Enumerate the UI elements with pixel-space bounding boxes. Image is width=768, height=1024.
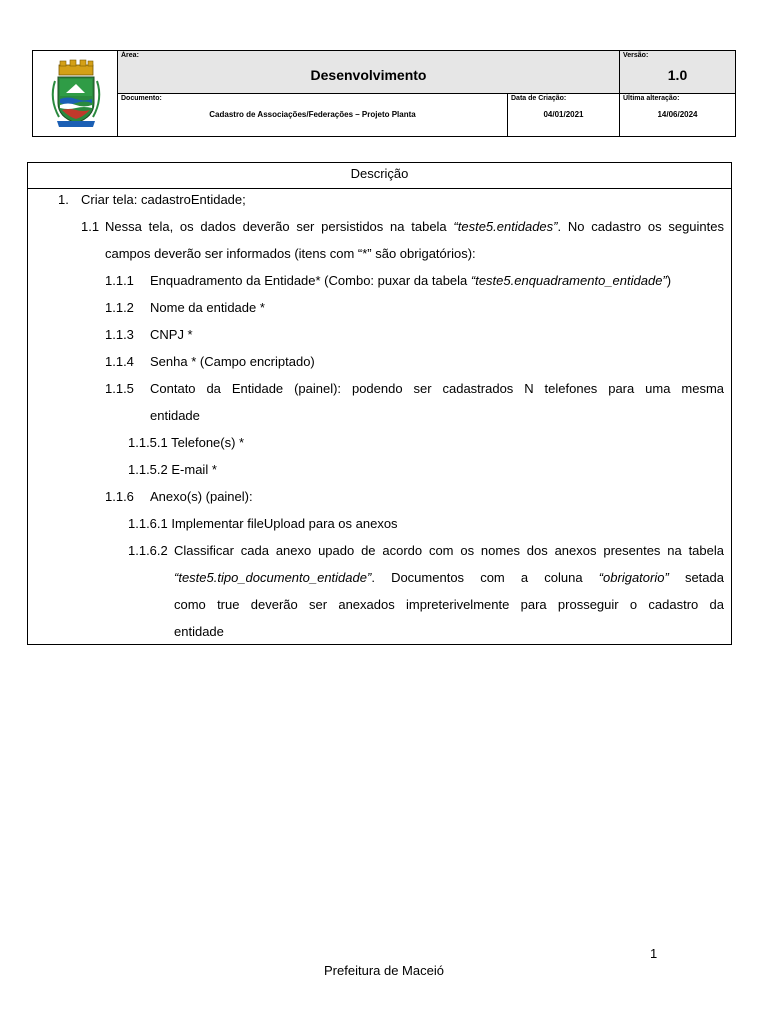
item-1-1-6-2-column-name: “obrigatorio” <box>598 570 669 585</box>
item-1-1-3-number: 1.1.3 <box>105 327 134 342</box>
item-1-1-6-2-line-2-mid: . Documentos com a coluna <box>371 570 599 585</box>
item-1-1-1-pre: Enquadramento da Entidade* (Combo: puxar da tabela <box>150 273 471 288</box>
item-1-1-5-1: 1.1.5.1 Telefone(s) * <box>128 435 245 450</box>
creation-date-value: 04/01/2021 <box>543 110 584 119</box>
item-1-1-5-line-1: Contato da Entidade (painel): podendo ser cadastrados N telefones para uma mesma <box>150 381 724 396</box>
item-1-1-line-1 <box>105 213 724 240</box>
item-1-1-4-text: Senha * (Campo encriptado) <box>150 354 315 369</box>
item-1-1-3-text: CNPJ * <box>150 327 193 342</box>
version-label: Versão: <box>623 52 649 59</box>
item-1-1-4-number: 1.1.4 <box>105 354 134 369</box>
item-1-1-1-text <box>150 267 671 294</box>
item-1-1-6-2-line-2 <box>174 564 724 591</box>
item-1-text: Criar tela: cadastroEntidade; <box>81 192 246 207</box>
last-change-cell <box>620 94 735 136</box>
item-1-1-6-text: Anexo(s) (painel): <box>150 489 253 504</box>
item-1-1-6-2-line-1: Classificar cada anexo upado de acordo com os nomes dos anexos presentes na tabela <box>174 543 724 558</box>
item-1-1-2-text: Nome da entidade * <box>150 300 265 315</box>
item-1-1-6-number: 1.1.6 <box>105 489 134 504</box>
item-1-1-5-number: 1.1.5 <box>105 381 134 396</box>
item-1-1-line-2: campos deverão ser informados (itens com “*” são obrigatórios): <box>105 246 476 261</box>
item-1-1-5-line-2: entidade <box>150 408 200 423</box>
item-1-1-line-1-pre: Nessa tela, os dados deverão ser persistidos na tabela <box>105 219 454 234</box>
area-label: Área: <box>121 52 139 59</box>
page-number: 1 <box>650 946 658 961</box>
item-1-1-6-2-line-2-post: setada <box>668 570 724 585</box>
item-1-1-6-2-line-3: como true deverão ser anexados impreterivelmente para prosseguir o cadastro da <box>174 597 724 612</box>
item-1-1-1-table-name: “teste5.enquadramento_entidade” <box>470 273 667 288</box>
item-1-1-6-2-line-4: entidade <box>174 624 224 639</box>
coat-of-arms-logo <box>33 51 118 136</box>
item-1-1-1-post: ) <box>666 273 672 288</box>
item-1-number: 1. <box>58 192 69 207</box>
item-1-1-number: 1.1 <box>81 219 100 234</box>
logo-cell <box>33 51 118 136</box>
version-value: 1.0 <box>667 67 688 83</box>
creation-date-label: Data de Criação: <box>511 95 567 102</box>
document-cell <box>118 94 508 136</box>
version-cell <box>620 51 735 94</box>
item-1-1-table-name: “teste5.entidades” <box>453 219 558 234</box>
item-1-1-5-2: 1.1.5.2 E-mail * <box>128 462 217 477</box>
last-change-label: Última alteração: <box>623 95 680 102</box>
item-1-1-6-2-table-name: “teste5.tipo_documento_entidade” <box>174 570 372 585</box>
creation-date-cell <box>508 94 620 136</box>
item-1-1-1-number: 1.1.1 <box>105 273 134 288</box>
item-1-1-6-2-number: 1.1.6.2 <box>128 543 168 558</box>
page-footer: Prefeitura de Maceió <box>324 963 444 978</box>
document-label: Documento: <box>121 95 162 102</box>
document-header <box>32 50 736 137</box>
area-value: Desenvolvimento <box>310 67 427 83</box>
document-value: Cadastro de Associações/Federações – Projeto Planta <box>209 110 416 119</box>
item-1-1-6-1: 1.1.6.1 Implementar fileUpload para os anexos <box>128 516 398 531</box>
area-cell <box>118 51 620 94</box>
description-heading: Descrição <box>28 163 731 189</box>
item-1-1-2-number: 1.1.2 <box>105 300 134 315</box>
item-1-1-line-1-post: . No cadastro os seguintes <box>557 219 724 234</box>
description-table <box>27 162 732 645</box>
last-change-value: 14/06/2024 <box>657 110 698 119</box>
